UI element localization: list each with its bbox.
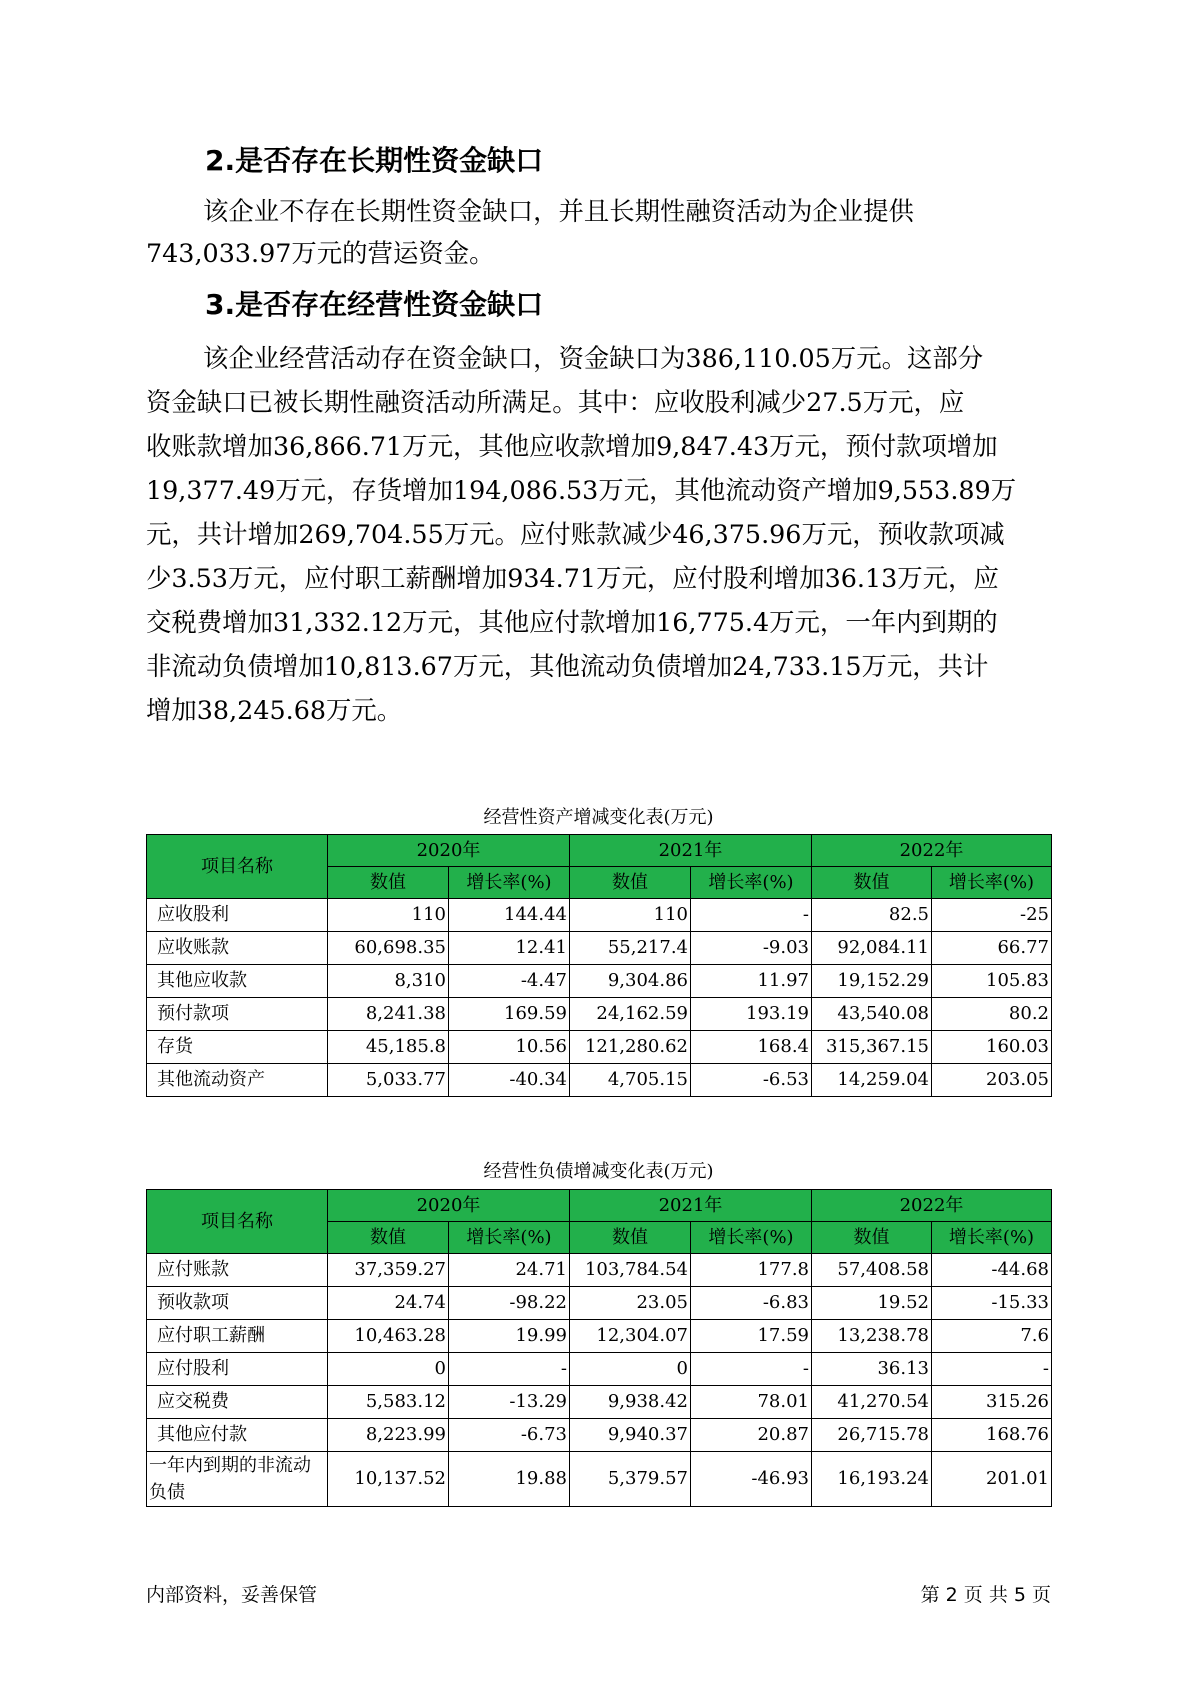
value-cell: 5,033.77 [328,1064,449,1097]
asset-table-caption: 经营性资产增减变化表(万元) [483,807,714,828]
growth-rate-cell: - [691,899,812,932]
item-name-cell: 一年内到期的非流动负债 [147,1452,328,1507]
item-name-cell: 应付账款 [147,1254,328,1287]
growth-rate-cell: 10.56 [449,1031,570,1064]
item-name-header: 项目名称 [147,1190,328,1254]
growth-rate-cell: -44.68 [932,1254,1052,1287]
asset-table [146,834,1052,1097]
section3-heading: 3.是否存在经营性资金缺口 [205,288,544,321]
item-name-header: 项目名称 [147,835,328,899]
value-cell: 8,310 [328,965,449,998]
growth-rate-cell: -6.83 [691,1287,812,1320]
value-cell: 5,379.57 [570,1452,691,1507]
section2-heading: 2.是否存在长期性资金缺口 [205,144,544,177]
paragraph-line: 少3.53万元，应付职工薪酬增加934.71万元，应付股利增加36.13万元，应 [146,563,999,593]
liability-table-body [147,1254,1052,1507]
paragraph-line: 该企业经营活动存在资金缺口，资金缺口为386,110.05万元。这部分 [203,343,984,373]
table-row [147,965,1052,998]
item-name-cell: 应付股利 [147,1353,328,1386]
item-name-cell: 应收账款 [147,932,328,965]
year-header: 2020年 [328,835,570,867]
paragraph-line: 资金缺口已被长期性融资活动所满足。其中：应收股利减少27.5万元，应 [146,387,965,417]
growth-rate-cell: 201.01 [932,1452,1052,1507]
growth-rate-cell: 19.99 [449,1320,570,1353]
growth-rate-cell: 19.88 [449,1452,570,1507]
value-cell: 5,583.12 [328,1386,449,1419]
footer-confidential-note: 内部资料，妥善保管 [146,1584,318,1606]
value-cell: 45,185.8 [328,1031,449,1064]
growth-rate-cell: 7.6 [932,1320,1052,1353]
item-name-cell: 应付职工薪酬 [147,1320,328,1353]
growth-rate-cell: -9.03 [691,932,812,965]
growth-header: 增长率(%) [691,867,812,899]
value-cell: 19.52 [812,1287,932,1320]
section3-paragraph [146,342,1051,725]
value-header: 数值 [570,867,691,899]
growth-rate-cell: 11.97 [691,965,812,998]
growth-rate-cell: -25 [932,899,1052,932]
table-row [147,1419,1052,1452]
liability-table [146,1189,1052,1507]
value-cell: 9,940.37 [570,1419,691,1452]
growth-rate-cell: 144.44 [449,899,570,932]
growth-rate-cell: 203.05 [932,1064,1052,1097]
item-name-cell: 其他应收款 [147,965,328,998]
value-header: 数值 [328,1222,449,1254]
growth-header: 增长率(%) [449,1222,570,1254]
value-cell: 26,715.78 [812,1419,932,1452]
value-cell: 110 [570,899,691,932]
year-header: 2020年 [328,1190,570,1222]
value-cell: 0 [328,1353,449,1386]
growth-rate-cell: 105.83 [932,965,1052,998]
value-cell: 110 [328,899,449,932]
value-cell: 82.5 [812,899,932,932]
value-header: 数值 [570,1222,691,1254]
growth-rate-cell: 160.03 [932,1031,1052,1064]
table-row [147,998,1052,1031]
value-header: 数值 [328,867,449,899]
value-cell: 36.13 [812,1353,932,1386]
growth-rate-cell: 24.71 [449,1254,570,1287]
value-cell: 10,463.28 [328,1320,449,1353]
value-header: 数值 [812,1222,932,1254]
paragraph-line: 非流动负债增加10,813.67万元，其他流动负债增加24,733.15万元，共计 [146,651,989,681]
value-cell: 57,408.58 [812,1254,932,1287]
year-header: 2021年 [570,835,812,867]
value-cell: 315,367.15 [812,1031,932,1064]
value-cell: 8,223.99 [328,1419,449,1452]
growth-rate-cell: -98.22 [449,1287,570,1320]
growth-rate-cell: 193.19 [691,998,812,1031]
value-cell: 41,270.54 [812,1386,932,1419]
value-cell: 9,304.86 [570,965,691,998]
growth-rate-cell: - [691,1353,812,1386]
growth-rate-cell: - [932,1353,1052,1386]
value-cell: 16,193.24 [812,1452,932,1507]
growth-rate-cell: 315.26 [932,1386,1052,1419]
table-row [147,1031,1052,1064]
table-row [147,1254,1052,1287]
value-cell: 24.74 [328,1287,449,1320]
year-header: 2022年 [812,1190,1052,1222]
item-name-cell: 预收款项 [147,1287,328,1320]
paragraph-line: 743,033.97万元的营运资金。 [146,238,495,268]
value-cell: 8,241.38 [328,998,449,1031]
value-cell: 12,304.07 [570,1320,691,1353]
paragraph-line: 交税费增加31,332.12万元，其他应付款增加16,775.4万元，一年内到期的 [146,607,998,637]
value-cell: 121,280.62 [570,1031,691,1064]
value-cell: 23.05 [570,1287,691,1320]
growth-rate-cell: 169.59 [449,998,570,1031]
value-cell: 4,705.15 [570,1064,691,1097]
growth-rate-cell: -6.73 [449,1419,570,1452]
paragraph-line: 该企业不存在长期性资金缺口，并且长期性融资活动为企业提供 [203,196,914,226]
year-header: 2022年 [812,835,1052,867]
value-cell: 13,238.78 [812,1320,932,1353]
value-cell: 14,259.04 [812,1064,932,1097]
value-cell: 0 [570,1353,691,1386]
value-cell: 92,084.11 [812,932,932,965]
table-row [147,1353,1052,1386]
value-cell: 9,938.42 [570,1386,691,1419]
item-name-cell: 其他流动资产 [147,1064,328,1097]
item-name-cell: 应交税费 [147,1386,328,1419]
table-row [147,899,1052,932]
growth-header: 增长率(%) [932,867,1052,899]
section2-paragraph [146,195,1051,275]
table-row [147,1320,1052,1353]
item-name-cell: 其他应付款 [147,1419,328,1452]
value-cell: 24,162.59 [570,998,691,1031]
value-cell: 60,698.35 [328,932,449,965]
item-name-cell: 应收股利 [147,899,328,932]
growth-rate-cell: 17.59 [691,1320,812,1353]
liability-table-caption: 经营性负债增减变化表(万元) [483,1161,714,1182]
table-row [147,932,1052,965]
table-row [147,1386,1052,1419]
value-cell: 55,217.4 [570,932,691,965]
growth-rate-cell: 66.77 [932,932,1052,965]
table-row [147,1064,1052,1097]
growth-header: 增长率(%) [691,1222,812,1254]
growth-header: 增长率(%) [932,1222,1052,1254]
year-header: 2021年 [570,1190,812,1222]
growth-header: 增长率(%) [449,867,570,899]
growth-rate-cell: - [449,1353,570,1386]
asset-table-body [147,899,1052,1097]
footer-page-number: 第 2 页 共 5 页 [920,1584,1051,1606]
growth-rate-cell: 12.41 [449,932,570,965]
growth-rate-cell: 20.87 [691,1419,812,1452]
growth-rate-cell: -6.53 [691,1064,812,1097]
paragraph-line: 增加38,245.68万元。 [146,695,403,725]
value-header: 数值 [812,867,932,899]
value-cell: 43,540.08 [812,998,932,1031]
table-row [147,1287,1052,1320]
growth-rate-cell: -46.93 [691,1452,812,1507]
paragraph-line: 收账款增加36,866.71万元，其他应收款增加9,847.43万元，预付款项增加 [146,431,998,461]
paragraph-line: 元，共计增加269,704.55万元。应付账款减少46,375.96万元，预收款项减 [146,519,1005,549]
growth-rate-cell: 168.4 [691,1031,812,1064]
paragraph-line: 19,377.49万元，存货增加194,086.53万元，其他流动资产增加9,553.89万 [146,475,1017,505]
value-cell: 37,359.27 [328,1254,449,1287]
growth-rate-cell: 80.2 [932,998,1052,1031]
growth-rate-cell: 168.76 [932,1419,1052,1452]
growth-rate-cell: 78.01 [691,1386,812,1419]
value-cell: 19,152.29 [812,965,932,998]
growth-rate-cell: -15.33 [932,1287,1052,1320]
item-name-cell: 预付款项 [147,998,328,1031]
growth-rate-cell: -13.29 [449,1386,570,1419]
table-row [147,1452,1052,1507]
value-cell: 103,784.54 [570,1254,691,1287]
growth-rate-cell: -40.34 [449,1064,570,1097]
growth-rate-cell: 177.8 [691,1254,812,1287]
growth-rate-cell: -4.47 [449,965,570,998]
item-name-cell: 存货 [147,1031,328,1064]
value-cell: 10,137.52 [328,1452,449,1507]
